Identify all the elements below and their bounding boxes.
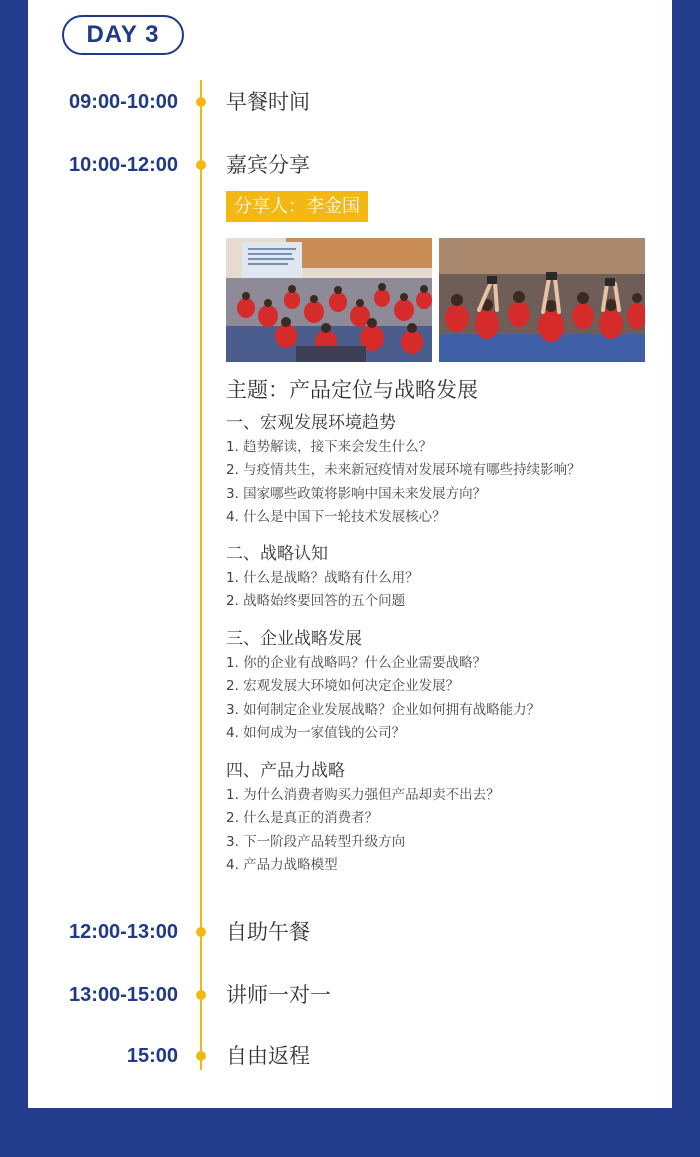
section-title: 二、战略认知 xyxy=(226,544,328,564)
schedule-slot xyxy=(0,1041,700,1071)
audience-photo-illustration xyxy=(439,238,645,362)
slot-time: 10:00-12:00 xyxy=(69,154,178,176)
schedule-slot xyxy=(0,150,700,180)
topic-section xyxy=(226,541,666,614)
topic-section xyxy=(226,626,666,745)
section-item: 2. 战略始终要回答的五个问题 xyxy=(226,593,406,610)
timeline-dot xyxy=(196,97,206,107)
schedule-slot xyxy=(0,87,700,117)
timeline-dot xyxy=(196,1051,206,1061)
slot-event: 自由返程 xyxy=(226,1044,310,1068)
slot-event: 早餐时间 xyxy=(226,90,310,114)
speaker-badge: 分享人：李金国 xyxy=(226,191,368,222)
section-item: 3. 如何制定企业发展战略？企业如何拥有战略能力？ xyxy=(226,701,541,718)
topic-section xyxy=(226,410,666,529)
section-title: 一、宏观发展环境趋势 xyxy=(226,413,396,433)
section-item: 1. 你的企业有战略吗？什么企业需要战略？ xyxy=(226,655,487,671)
day-badge: DAY 3 xyxy=(62,15,184,55)
section-item: 1. 什么是战略？战略有什么用？ xyxy=(226,570,419,586)
seminar-photo-illustration xyxy=(226,238,432,362)
section-item: 2. 宏观发展大环境如何决定企业发展？ xyxy=(226,678,460,695)
section-item: 3. 国家哪些政策将影响中国未来发展方向？ xyxy=(226,485,487,502)
schedule-slot xyxy=(0,917,700,947)
slot-time: 12:00-13:00 xyxy=(69,921,178,943)
section-item: 4. 如何成为一家值钱的公司？ xyxy=(226,724,406,741)
slot-time: 09:00-10:00 xyxy=(69,91,178,113)
section-item: 1. 趋势解读，接下来会发生什么？ xyxy=(226,439,433,455)
section-item: 3. 下一阶段产品转型升级方向 xyxy=(226,833,406,850)
timeline-dot xyxy=(196,927,206,937)
section-item: 4. 什么是中国下一轮技术发展核心？ xyxy=(226,508,446,525)
timeline-dot xyxy=(196,990,206,1000)
event-photo xyxy=(439,238,645,362)
section-item: 2. 什么是真正的消费者？ xyxy=(226,810,379,827)
slot-time: 15:00 xyxy=(126,1045,178,1067)
topic-section xyxy=(226,758,666,877)
section-title: 四、产品力战略 xyxy=(226,761,345,781)
slot-event: 讲师一对一 xyxy=(226,983,331,1007)
section-item: 1. 为什么消费者购买力强但产品却卖不出去？ xyxy=(226,787,500,803)
schedule-slot xyxy=(0,980,700,1010)
slot-event: 自助午餐 xyxy=(226,920,310,944)
timeline-dot xyxy=(196,160,206,170)
section-item: 2. 与疫情共生，未来新冠疫情对发展环境有哪些持续影响？ xyxy=(226,462,581,479)
section-item: 4. 产品力战略模型 xyxy=(226,856,338,873)
section-title: 三、企业战略发展 xyxy=(226,629,362,649)
theme-title: 主题：产品定位与战略发展 xyxy=(226,378,478,402)
slot-time: 13:00-15:00 xyxy=(69,984,178,1006)
slot-event: 嘉宾分享 xyxy=(226,153,310,177)
event-photo xyxy=(226,238,432,362)
